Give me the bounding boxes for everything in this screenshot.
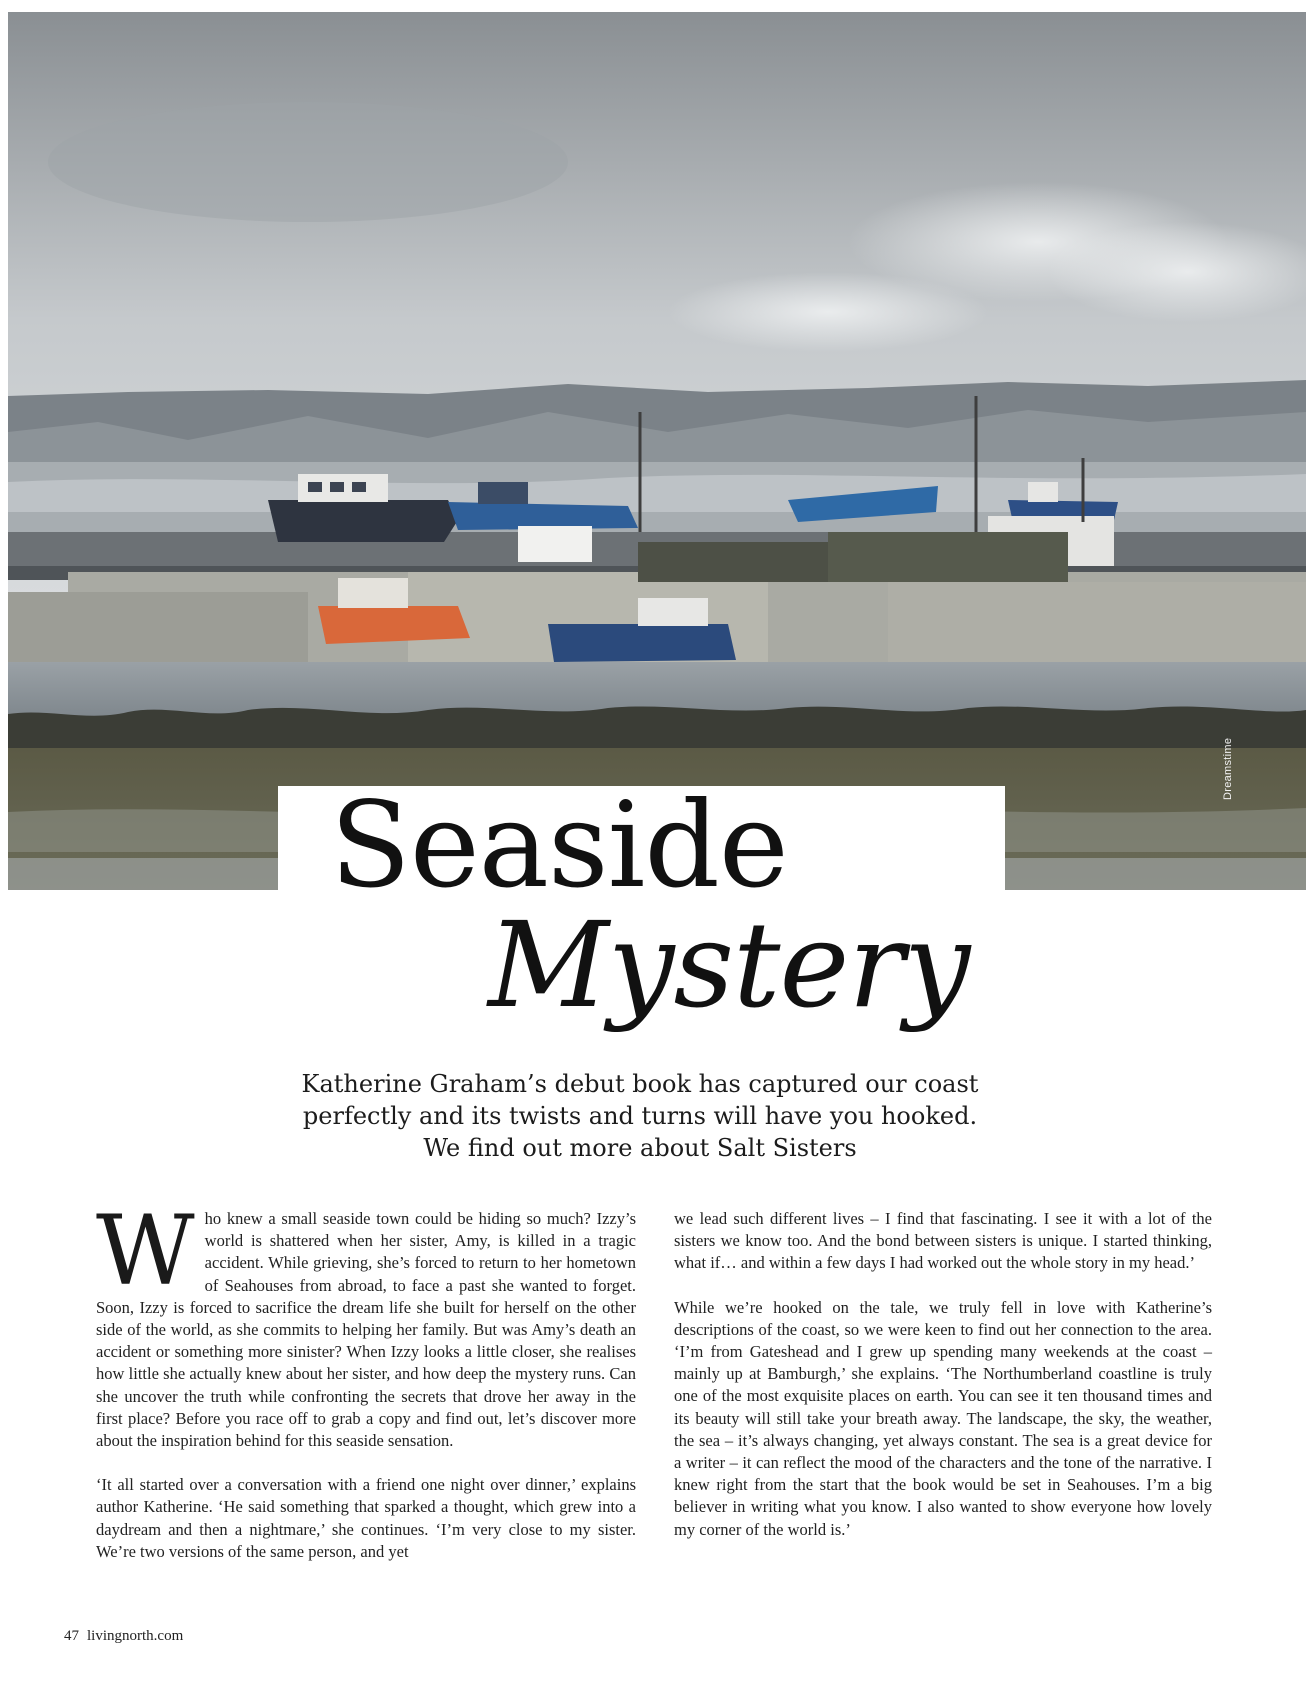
paragraph: ‘It all started over a conversation with a friend one night over dinner,’ explains author Katherine. ‘He said something that sparked a thought, which grew into a daydream and then a nightmare,’ she continues. ‘I’m very close to my sister. We’re two versions of the same person, and yet xyxy=(96,1475,636,1561)
headline-line-2: Mystery xyxy=(488,896,970,1034)
page-number: 47 xyxy=(64,1628,79,1644)
website-link[interactable]: livingnorth.com xyxy=(87,1628,184,1644)
hero-photo xyxy=(8,12,1306,890)
article-column-right xyxy=(674,1208,1212,1563)
paragraph: While we’re hooked on the tale, we truly fell in love with Katherine’s descriptions of the coast, so we were keen to find out her connection to the area. ‘I’m from Gateshead and I grew up spending many weekends at the coast – mainly up at Bamburgh,’ she explains. ‘The Northumberland coastline is truly one of the most exquisite places on earth. You can see it ten thousand times and its beauty will still take your breath away. The landscape, the sky, the weather, the sea – it’s always changing, yet always constant. The sea is a great device for a writer – it can reflect the mood of the characters and the tone of the narrative. I knew right from the start that the book would be set in Seahouses. I’m a big believer in writing what you know. I also wanted to show everyone how lovely my corner of the world is.’ xyxy=(674,1297,1212,1539)
paragraph: we lead such different lives – I find that fascinating. I see it with a lot of the sisters we know too. And the bond between sisters is unique. I started thinking, what if… and within a few days I had worked out the whole story in my head.’ xyxy=(674,1209,1212,1273)
headline-line-1: Seaside xyxy=(330,776,788,914)
drop-cap: W xyxy=(96,1195,195,1307)
standfirst: Katherine Graham’s debut book has captured our coast perfectly and its twists and turns will have you hooked. We find out more about Salt Sisters xyxy=(301,1070,979,1162)
paragraph xyxy=(96,1195,636,1452)
article-column-left xyxy=(96,1195,636,1585)
page-footer xyxy=(64,1628,183,1645)
harbour-illustration xyxy=(8,12,1306,890)
photo-credit: Dreamstime xyxy=(1222,737,1234,800)
paragraph-text: ho knew a small seaside town could be hiding so much? Izzy’s world is shattered when her sister, Amy, is killed in a tragic accident. While grieving, she’s forced to return to her hometown of Seahouses from abroad, to face a past she wanted to forget. Soon, Izzy is forced to sacrifice the dream life she built for herself on the other side of the world, as she commits to helping her family. But was Amy’s death an accident or something more sinister? When Izzy looks a little closer, she realises how little she actually knew about her sister, and how deep the mystery runs. Can she uncover the truth while confronting the secrets that drove her away in the first place? Before you race off to grab a copy and find out, let’s discover more about the inspiration behind for this seaside sensation. xyxy=(96,1209,636,1451)
